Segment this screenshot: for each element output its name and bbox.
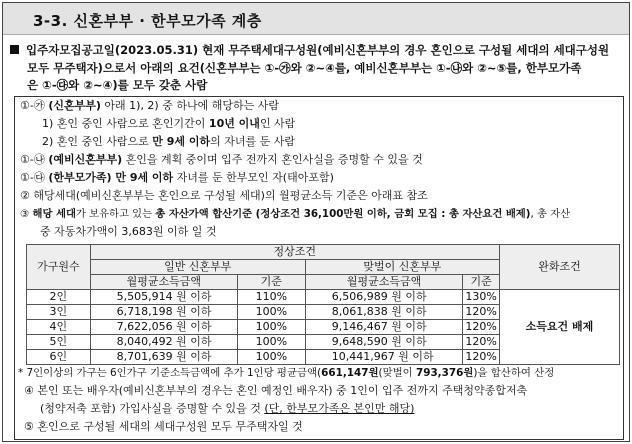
table-row: 6인 8,701,639 원 이하 100% 10,441,967 원 이하 120%: [27, 350, 620, 365]
item-assets-line2: 중 자동차가액이 3,683원 이하 일 것: [40, 225, 217, 238]
item-savings-line2: (청약저축 포함) 가입사실을 증명할 수 있을 것 (단, 한부모가족은 본인만 해당): [40, 402, 415, 415]
item-single-parent: ①-㉰ (한부모가족) 만 9세 이하 자녀를 둔 한부모인 자(태아포함): [20, 171, 334, 184]
item-household: ⑤ 혼인으로 구성될 세대의 세대구성원 모두 무주택자일 것: [24, 420, 303, 433]
col-normal: 정상조건: [90, 245, 499, 260]
col-dual-standard: 기준: [463, 275, 500, 290]
item-newlywed-2: 2) 혼인 중인 사람으로 만 9세 이하의 자녀를 둔 사람: [42, 135, 295, 148]
col-general: 일반 신혼부부: [90, 260, 305, 275]
intro-paragraph: [10, 42, 624, 95]
item-savings: ④ 본인 또는 배우자(예비신혼부부의 경우는 혼인 예정인 배우자) 중 1인이 입주 전까지 주택청약종합저축: [24, 384, 528, 397]
income-table: [26, 244, 620, 365]
note-line: * 7인이상의 가구는 6인가구 기준소득금액에 추가 1인당 평균금액(661,147원(맞벌이 793,376원)을 합산하여 산정: [18, 367, 555, 379]
col-general-income: 월평균소득금액: [90, 275, 237, 290]
item-assets: ③ 해당 세대가 보유하고 있는 총 자산가액 합산기준 (정상조건 36,100만원 이하, 금회 모집 : 총 자산요건 배제), 총 자산: [20, 208, 571, 220]
col-dual: 맞벌이 신혼부부: [305, 260, 499, 275]
intro-line-3: 은 ①-㉰와 ②~④)를 모두 갖춘 사람: [27, 78, 208, 92]
square-bullet-icon: [10, 45, 19, 54]
table-row: 5인 8,040,492 원 이하 100% 9,648,590 원 이하 120%: [27, 335, 620, 350]
col-relaxed: 완화조건: [499, 245, 619, 290]
item-income: ② 해당세대(예비신혼부부는 혼인으로 구성될 세대)의 월평균소득 기준은 아래표 참조: [20, 189, 428, 202]
section-title: 3-3. 신혼부부 · 한부모가족 계층: [33, 12, 262, 30]
col-dual-income: 월평균소득금액: [305, 275, 463, 290]
item-prospective: ①-㉯ (예비신혼부부) 혼인을 계획 중이며 입주 전까지 혼인사실을 증명할 수 있을 것: [20, 153, 423, 166]
intro-line-2: 모두 무주택자)으로서 아래의 요건(신혼부부는 ①-㉮와 ②~④를, 예비신혼부부는 ①-㉯와 ②~⑤를, 한부모가족: [27, 60, 582, 75]
col-household: 가구원수: [27, 245, 91, 290]
section-header: [3, 3, 629, 35]
table-row: 3인 6,718,198 원 이하 100% 8,061,838 원 이하 120%: [27, 305, 620, 320]
item-newlywed-1: 1) 혼인 중인 사람으로 혼인기간이 10년 이내인 사람: [42, 117, 296, 130]
table-row: 2인 5,505,914 원 이하 110% 6,506,989 원 이하 130% 소득요건 배제: [27, 290, 620, 305]
intro-line-1: 입주자모집공고일(2023.05.31) 현재 무주택세대구성원(예비신혼부부의 경우 혼인으로 구성될 세대의 세대구성원: [26, 43, 610, 57]
relaxed-value: 소득요건 배제: [499, 290, 619, 365]
table-row: 4인 7,622,056 원 이하 100% 9,146,467 원 이하 120%: [27, 320, 620, 335]
col-general-standard: 기준: [237, 275, 305, 290]
item-newlywed: ①-㉮ (신혼부부) 아래 1), 2) 중 하나에 해당하는 사람: [20, 99, 279, 112]
